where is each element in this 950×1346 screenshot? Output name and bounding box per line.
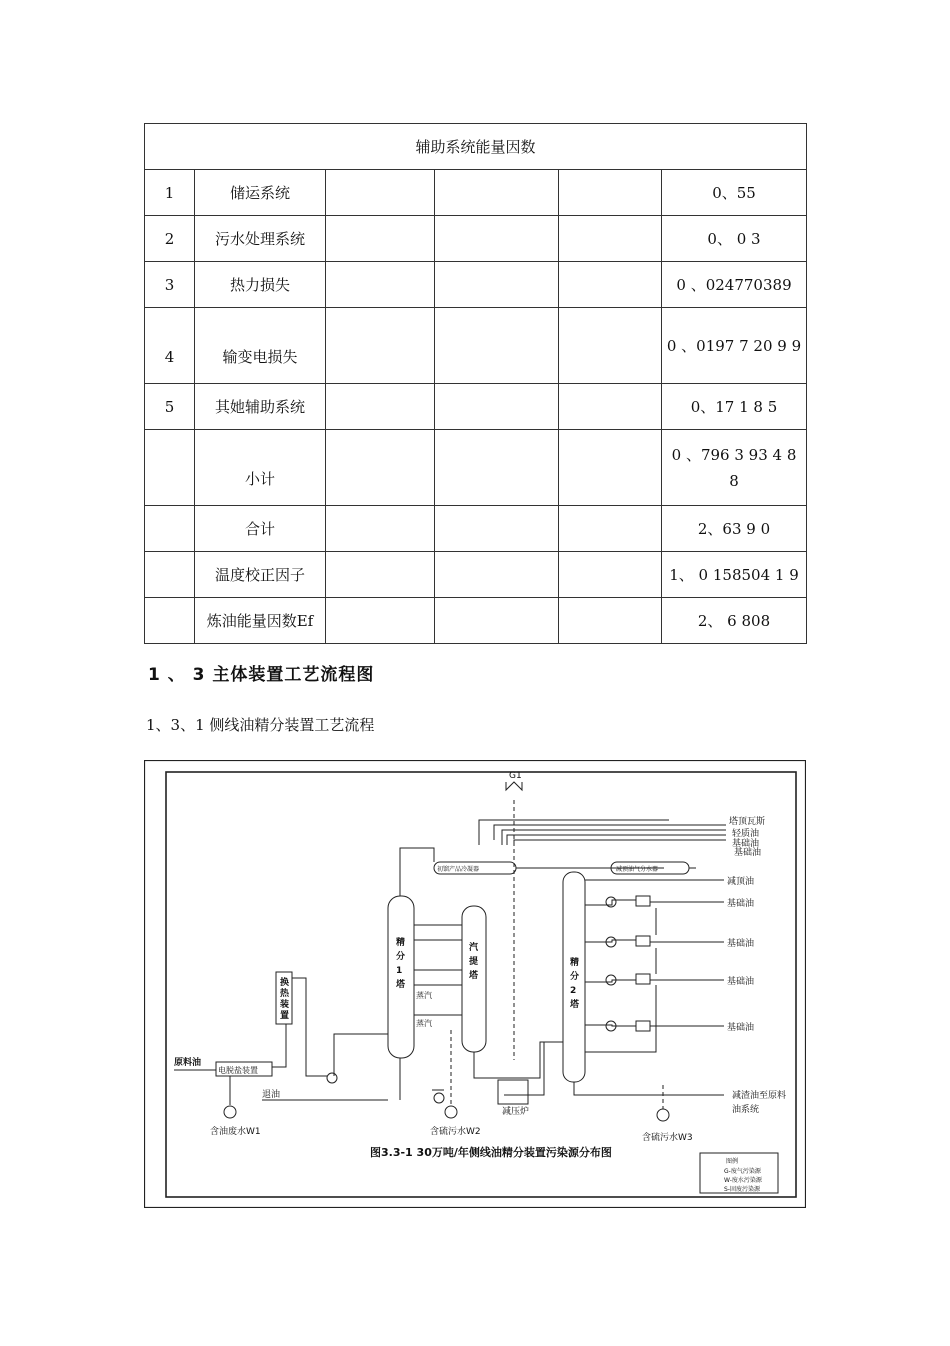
row-number [145,552,195,598]
residue-label-2: 油系统 [732,1105,760,1115]
table-row [145,262,807,308]
heat-exchanger-label: 换热装置 [280,978,290,1021]
row-name: 小计 [195,430,326,506]
output-2: 基础油 [732,839,760,849]
legend-g: G-废气污染源 [724,1168,761,1175]
row-number [145,598,195,644]
side-output-1: 基础油 [727,899,755,909]
row-value: 0、55 [662,170,807,216]
row-value: 1、 0 158504 1 9 [662,552,807,598]
table-row [145,430,807,506]
outer-frame [145,761,806,1208]
tower-1-shape [388,896,414,1058]
row-value: 2、 6 808 [662,598,807,644]
tower-1-label: 精分 1 塔 [396,938,406,990]
row-number [145,430,195,506]
w1-label: 含油废水W1 [210,1127,261,1137]
row-value: 2、63 9 0 [662,506,807,552]
output-reduced: 减顶油 [727,877,755,887]
row-number: 4 [145,308,195,384]
furnace-shape [498,1080,528,1104]
row-value: 0 、0197 7 20 9 9 [662,308,807,384]
furnace-label: 减压炉 [502,1107,530,1117]
table-row [145,552,807,598]
legend-title: 图例 [726,1158,739,1165]
table-row [145,216,807,262]
energy-factor-table [144,123,807,644]
row-name: 其她辅助系统 [195,384,326,430]
legend-s: S-固废污染源 [724,1186,760,1193]
row-value: 0 、024770389 [662,262,807,308]
reverse-label: 退油 [262,1090,281,1100]
g1-source-icon [506,782,522,790]
desalter-label: 电脱盐装置 [218,1066,258,1075]
row-number: 1 [145,170,195,216]
table-row [145,598,807,644]
flow-diagram-svg [144,760,806,1208]
table-row [145,170,807,216]
output-3: 基础油 [734,848,762,858]
residue-label-1: 减渣油至原料 [732,1091,787,1101]
row-number: 3 [145,262,195,308]
tower-2-label: 精分 2 塔 [570,958,580,1010]
output-1: 轻质油 [732,829,760,839]
row-name: 储运系统 [195,170,326,216]
steam-label-1: 蒸汽 [416,991,432,1000]
section-title: 1 、 3 主体装置工艺流程图 [148,665,375,685]
row-value: 0 、796 3 93 4 8 8 [662,430,807,506]
row-number: 2 [145,216,195,262]
diagram-caption: 图3.3-1 30万吨/年侧线油精分装置污染源分布图 [370,1146,612,1159]
row-name: 输变电损失 [195,308,326,384]
row-name: 热力损失 [195,262,326,308]
condenser-1-label: 初馏产品冷凝器 [437,866,480,873]
g1-label: G1 [509,771,522,781]
table-row [145,384,807,430]
legend-w: W-废水污染源 [724,1177,762,1184]
steam-label-2: 蒸汽 [416,1019,432,1028]
row-number: 5 [145,384,195,430]
w3-source-icon [657,1109,669,1121]
output-top-gas: 塔顶瓦斯 [729,817,766,827]
side-output-4: 基础油 [727,1023,755,1033]
w2-source-icon [445,1106,457,1118]
process-flow-diagram [144,760,806,1208]
feed-label: 原料油 [174,1058,202,1068]
row-name: 温度校正因子 [195,552,326,598]
row-value: 0、17 1 8 5 [662,384,807,430]
row-value: 0、 0 3 [662,216,807,262]
table-header: 辅助系统能量因数 [145,124,807,170]
w1-source-icon [224,1106,236,1118]
w2-label: 含硫污水W2 [430,1127,481,1137]
stripper-label: 汽提塔 [469,943,479,981]
table-row [145,506,807,552]
row-name: 炼油能量因数Ef [195,598,326,644]
side-output-2: 基础油 [727,939,755,949]
condenser-2-label: 减顶油气分水器 [616,866,659,873]
row-number [145,506,195,552]
side-output-3: 基础油 [727,977,755,987]
section-subtitle: 1、3、1 侧线油精分装置工艺流程 [146,716,375,734]
w3-label: 含硫污水W3 [642,1133,693,1143]
table-row [145,308,807,384]
row-name: 污水处理系统 [195,216,326,262]
row-name: 合计 [195,506,326,552]
